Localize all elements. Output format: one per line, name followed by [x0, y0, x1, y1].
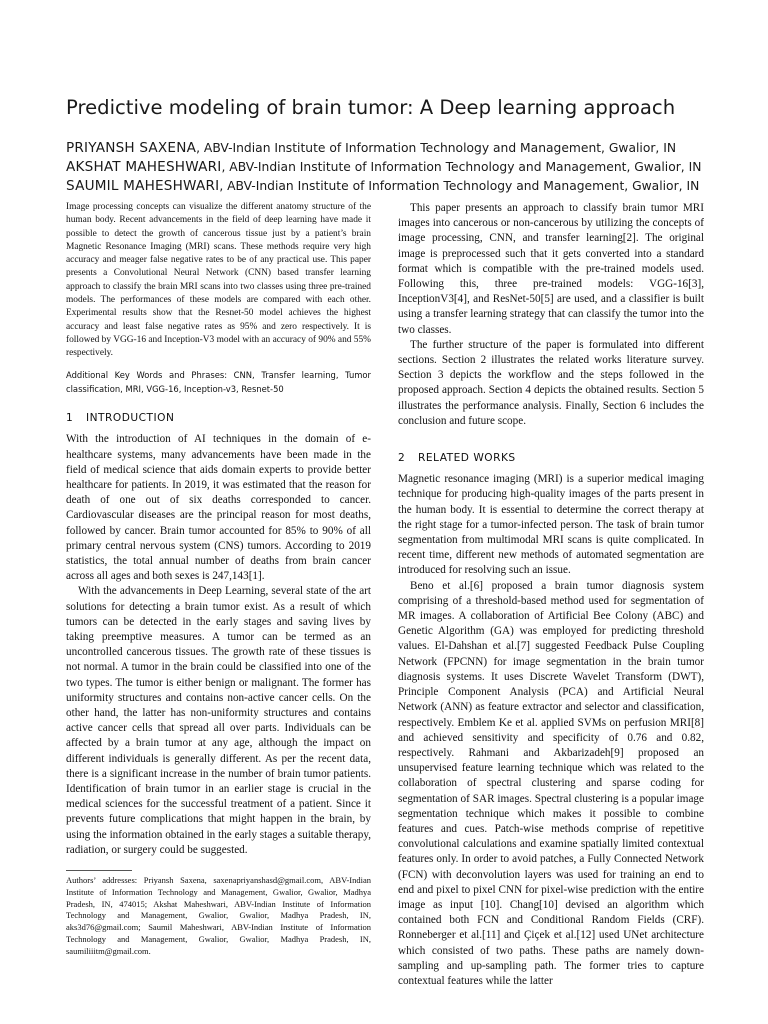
author-name: PRIYANSH SAXENA [66, 140, 197, 156]
related-paragraph: Magnetic resonance imaging (MRI) is a superior medical imaging technique for producing high-quality images of the parts present in the human body. It is essential to determine the correct therapy at the right stage for a tumor-infected person. The task of brain tumor segmentation from multimodal MRI scans is quite complicated. In recent time, different new methods of automated segmentation are introduced for resolving such an issue. [398, 473, 704, 577]
keywords [66, 369, 371, 398]
author-name: SAUMIL MAHESHWARI [66, 178, 220, 194]
intro-paragraph: With the introduction of AI techniques in the domain of e-healthcare systems, many advancements have been made in the field of medical science that aids domain experts to provide better healthcare for patients. In 2019, it was estimated that the reason for death of one out of six deaths corresponded to cancer. Cardiovascular diseases are the principal reason for most deaths, followed by cancer. Brain tumor accounted for 85% to 90% of all primary central nervous system (CNS) tumors. According to 2019 statistics, the total annual number of deaths from brain cancer across all ages and both sexes is 247,143[1]. [66, 433, 371, 583]
author-list [66, 139, 726, 196]
related-paragraph: Beno et al.[6] proposed a brain tumor diagnosis system comprising of a threshold-based method used for segmentation of MR images. A collaboration of Artificial Bee Colony (ABC) and Genetic Algorithm (GA) was employed for predicting threshold values. El-Dahshan et al.[7] suggested Feedback Pulse Coupling Network (FPCNN) for image segmentation in the brain tumor diagnosis systems. It uses Discrete Wavelet Transform (DWT), Principle Component Analysis (PCA) and Artificial Neural Network (ANN) as feature extractor and selector and classification, respectively. Emblem Ke et al. applied SVMs on perfusion MRI[8] and achieved sensitivity and specificity of 0.76 and 0.82, respectively. Rahmani and Akbarizadeh[9] proposed an unsupervised feature learning technique which was related to the collaboration of spectral clustering and sparse coding for segmentation of SAR images. Spectral clustering is a popular image segmentation technique which makes it possible to combine features and cues. Patch-wise methods comprise of repetitive convolutional calculations and examine spatially limited contextual features only. In order to avoid patches, a Fully Connected Network (FCN) with deconvolution layers was used for training an end to end and pixel to pixel CNN for pixel-wise prediction with the entire image as input [10]. Chang[10] devised an algorithm which contained both FCN and Conditional Random Fields (CRF). Ronneberger et al.[11] and Çiçek et al.[12] used UNet architecture which consisted of two paths. These paths are namely down-sampling and up-sampling path. The former tries to capture contextual features while the latter [398, 579, 704, 987]
right-column [398, 201, 704, 989]
author-affiliation: , ABV-Indian Institute of Information Technology and Management, Gwalior, IN [221, 160, 702, 174]
section-number: 1 [66, 412, 74, 425]
intro-paragraph: With the advancements in Deep Learning, several state of the art solutions for detecting a brain tumor exist. As a result of which tumors can be detected in the early stages and saving lives by taking preemptive measures. A tumor can be termed as an uncontrolled cancerous tissues. The growth rate of these tissues is not normal. A tumor in the brain could be classified into one of the two types. The tumor is either benign or malignant. The former has uniformity structures and contains non-active cancer cells. On the other hand, the latter has non-uniformity structures and contains active cancer cells that spread all over parts. Individuals can be affected by a brain tumor at any age, although the impact on different individuals is generally different. As per the recent data, there is a significant increase in the number of brain tumor patients. Identification of brain tumor in an earlier stage is crucial in the medical sciences for the successful treatment of a patient. Since it prevents future complications that might happen in the brain, by using the information obtained in the early stages a suitable therapy, radiation, or surgery could be suggested. [66, 585, 371, 856]
keywords-text: CNN, Transfer learning, Tumor classification, MRI, VGG-16, Inception-v3, Resnet-50 [66, 369, 371, 394]
author-line [66, 139, 726, 158]
left-column [66, 201, 371, 958]
section-heading-related-works [398, 451, 704, 466]
author-line [66, 158, 726, 177]
author-line [66, 177, 726, 196]
intro-paragraph: The further structure of the paper is formulated into different sections. Section 2 illustrates the related works literature survey. Section 3 depicts the workflow and the steps followed in the proposed approach. Section 4 depicts the obtained results. Section 5 illustrates the performance analysis. Finally, Section 6 includes the conclusion and future scope. [398, 338, 704, 427]
section-title: INTRODUCTION [86, 412, 175, 425]
section-number: 2 [398, 452, 406, 465]
author-affiliation: , ABV-Indian Institute of Information Technology and Management, Gwalior, IN [196, 141, 677, 155]
author-addresses-footnote: Authors’ addresses: Priyansh Saxena, saxenapriyanshasd@gmail.com, ABV-Indian Institute of Information Technology and Management, Gwalior, Gwalior, Madhya Pradesh, IN, 474015; Akshat Maheshwari, ABV-Indian Institute of Information Technology and Management, Gwalior, Gwalior, Madhya Pradesh, IN, aks3d76@gmail.com; Saumil Maheshwari, ABV-Indian Institute of Information Technology and Management, Gwalior, Gwalior, Madhya Pradesh, IN, saumiliiitm@gmail.com. [66, 875, 371, 956]
right-column-clip [398, 201, 704, 987]
section-title: RELATED WORKS [418, 452, 516, 465]
paper-title: Predictive modeling of brain tumor: A Deep learning approach [66, 96, 676, 119]
author-name: AKSHAT MAHESHWARI [66, 159, 222, 175]
footnote-divider [66, 870, 132, 871]
section-heading-introduction [66, 411, 371, 426]
abstract: Image processing concepts can visualize the different anatomy structure of the human body. Recent advancements in the field of deep learning have made it possible to detect the growth of cancerous tissue just by a patient’s brain Magnetic Resonance Imaging (MRI) scans. These methods require very high accuracy and meager false negative rates to be of any practical use. This paper presents a Convolutional Neural Network (CNN) based transfer learning approach to classify the brain MRI scans into two classes using three pre-trained models. The performances of these models are compared with each other. Experimental results show that the Resnet-50 model achieves the highest accuracy and least false negative rates as 95% and zero respectively. It is followed by VGG-16 and Inception-V3 model with an accuracy of 90% and 55% respectively. [66, 202, 371, 359]
author-affiliation: , ABV-Indian Institute of Information Technology and Management, Gwalior, IN [219, 179, 700, 193]
intro-paragraph: This paper presents an approach to classify brain tumor MRI images into cancerous or non-cancerous by utilizing the concepts of image processing, CNN, and transfer learning[2]. The original image is preprocessed such that it gets converted into a standard format which is compatible with the pre-trained models used. Following this, three pre-trained models: VGG-16[3], InceptionV3[4], and ResNet-50[5] are used, and a classifier is built using a transfer learning strategy that can classify the tumor into the two classes. [398, 202, 704, 336]
keywords-label: Additional Key Words and Phrases: [66, 369, 228, 380]
